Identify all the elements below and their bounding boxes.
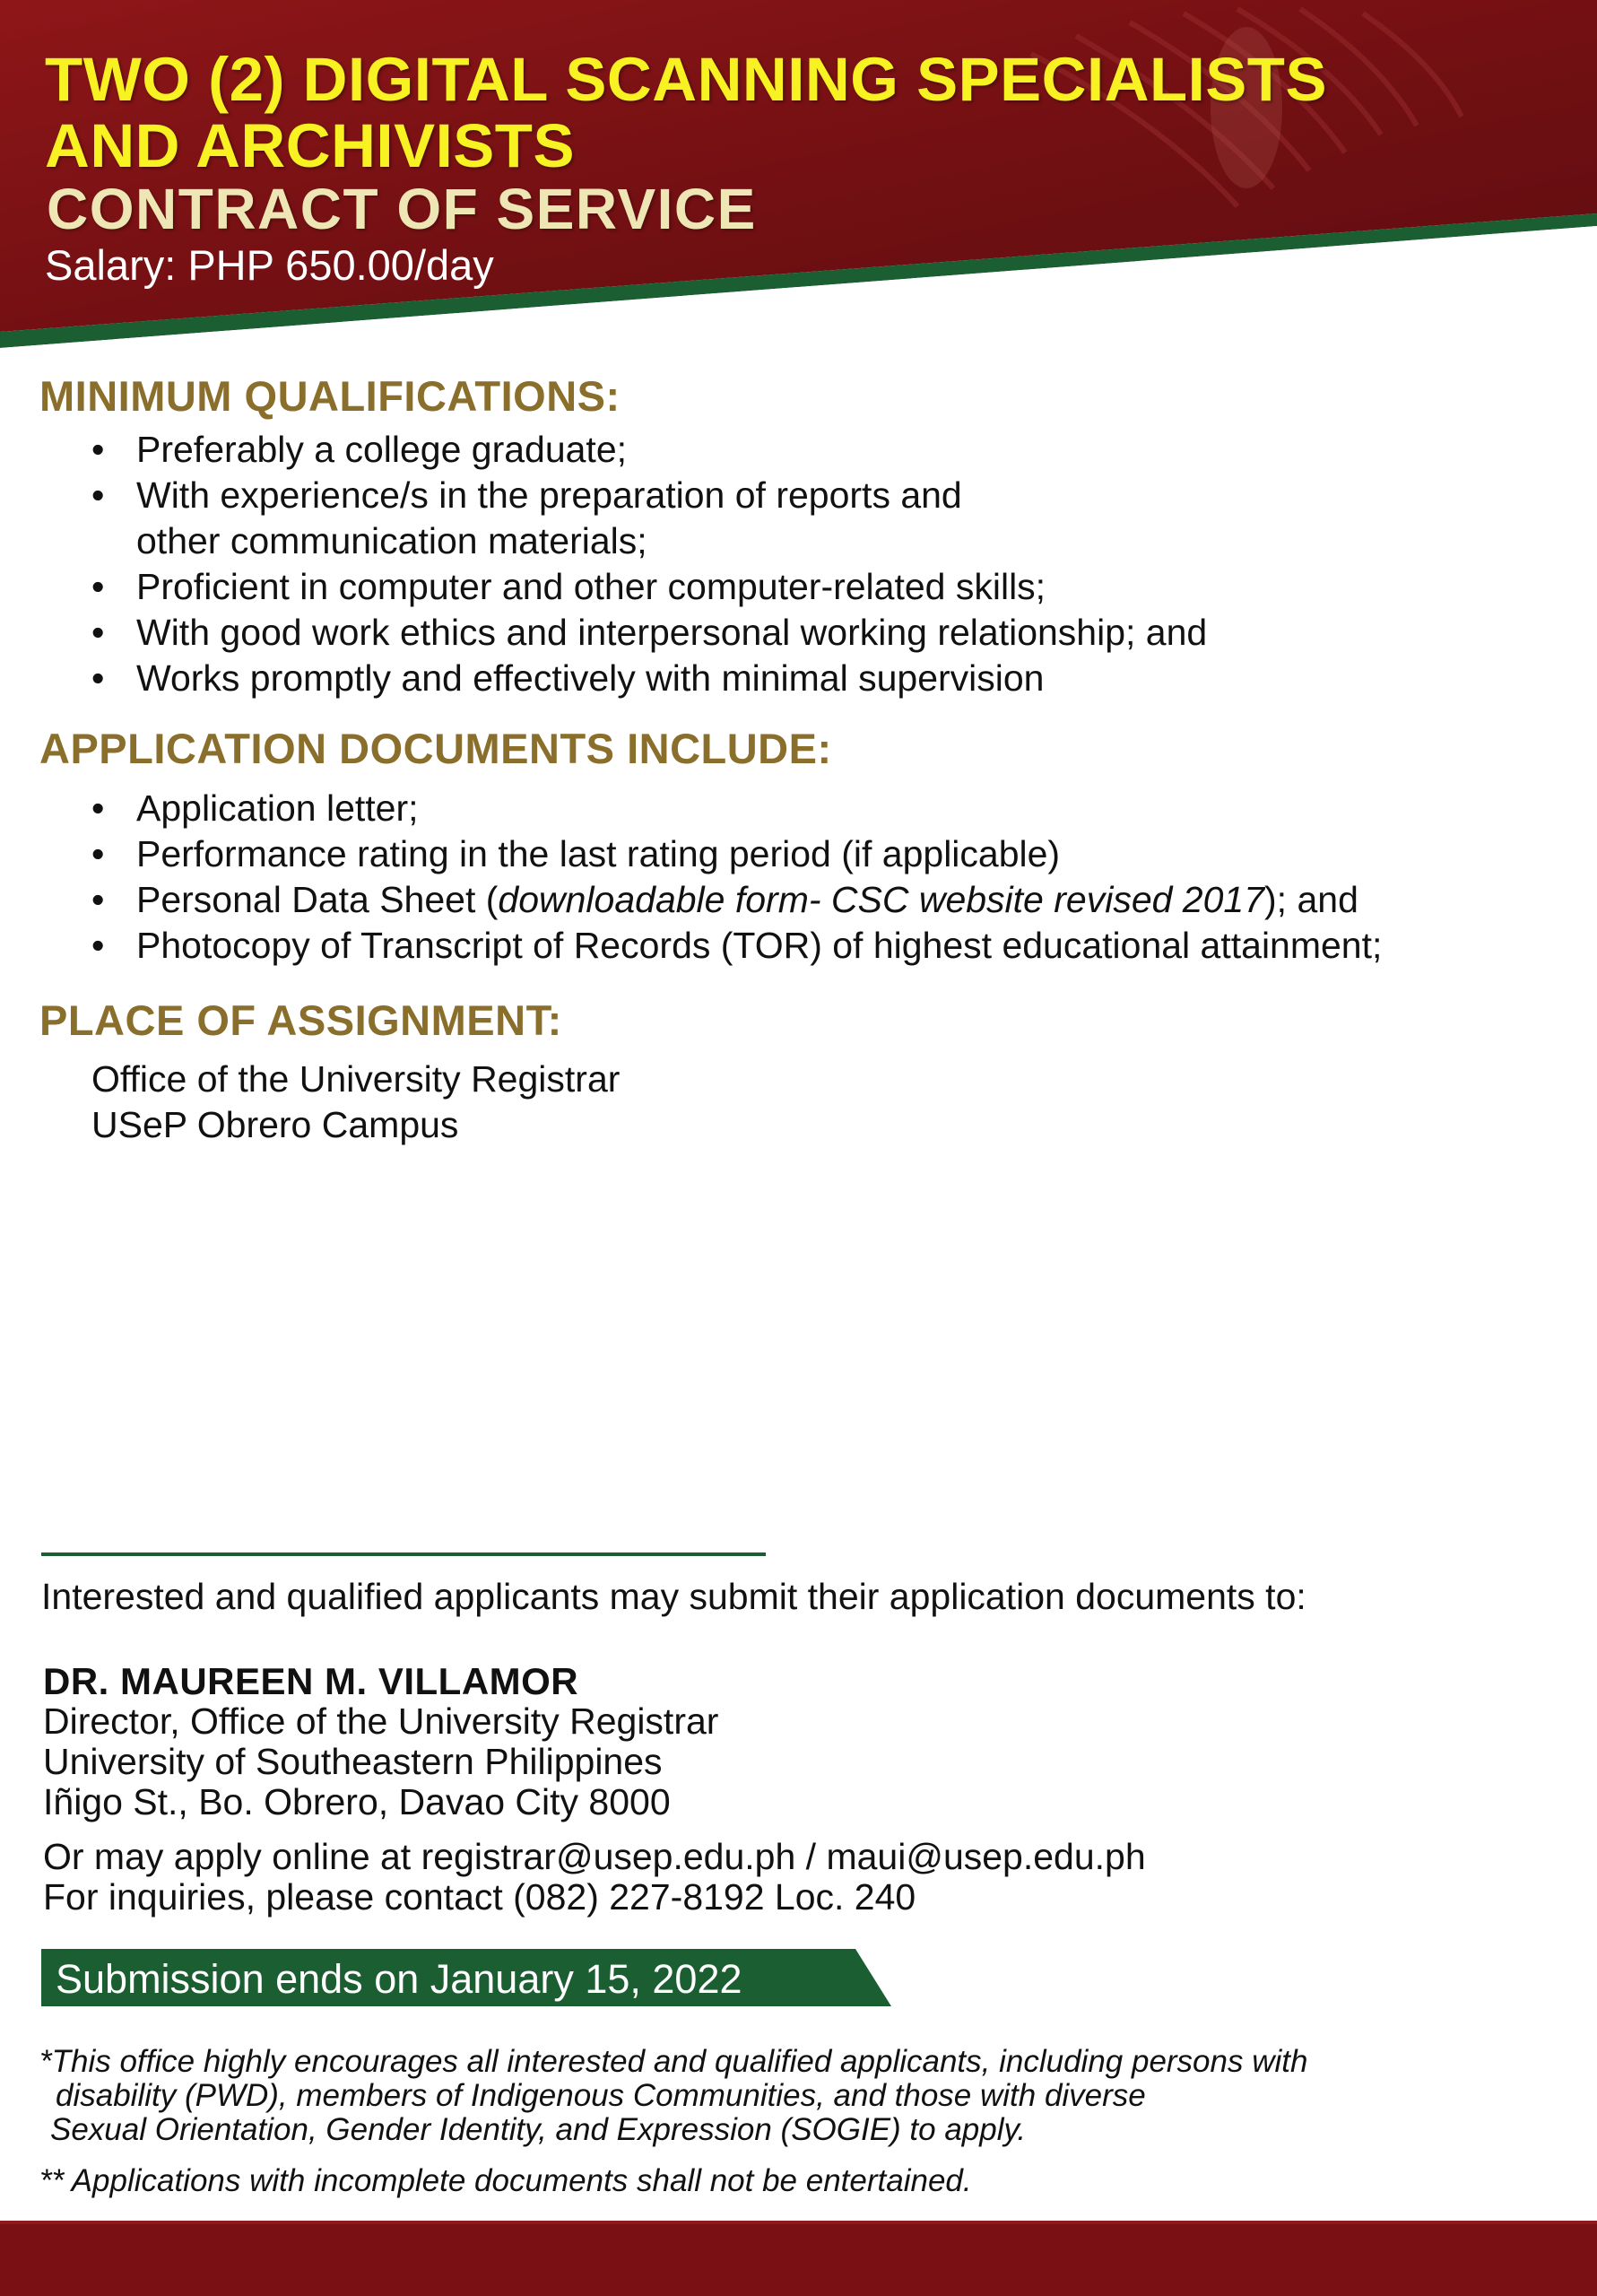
qualifications-list bbox=[90, 427, 1207, 701]
list-item: • Photocopy of Transcript of Records (TOR) of highest educational attainment; bbox=[90, 923, 1382, 969]
contact-position: Director, Office of the University Registrar bbox=[43, 1700, 719, 1742]
contact-name: DR. MAUREEN M. VILLAMOR bbox=[43, 1660, 579, 1702]
assignment-heading: PLACE OF ASSIGNMENT: bbox=[39, 996, 562, 1044]
list-item: • Works promptly and effectively with minimal supervision bbox=[90, 656, 1207, 701]
divider-line bbox=[41, 1552, 766, 1556]
job-title bbox=[45, 47, 1327, 179]
list-item: • Preferably a college graduate; bbox=[90, 427, 1207, 473]
deadline-text: Submission ends on January 15, 2022 bbox=[56, 1956, 742, 2002]
pds-form-note: downloadable form- CSC website revised 2017 bbox=[498, 879, 1265, 920]
contract-type: CONTRACT OF SERVICE bbox=[47, 177, 757, 241]
list-item: • Proficient in computer and other computer-related skills; bbox=[90, 564, 1207, 610]
qualifications-heading: MINIMUM QUALIFICATIONS: bbox=[39, 372, 621, 420]
list-item: • Personal Data Sheet (downloadable form- CSC website revised 2017); and bbox=[90, 877, 1382, 923]
inquiries: For inquiries, please contact (082) 227-8192 Loc. 240 bbox=[43, 1876, 916, 1918]
submission-intro: Interested and qualified applicants may submit their application documents to: bbox=[41, 1576, 1306, 1617]
incomplete-note: ** Applications with incomplete documents shall not be entertained. bbox=[39, 2163, 972, 2198]
deadline-banner bbox=[41, 1949, 891, 2006]
assignment-office: Office of the University Registrar bbox=[91, 1058, 621, 1100]
online-application: Or may apply online at registrar@usep.edu.ph / maui@usep.edu.ph bbox=[43, 1836, 1146, 1877]
footer-bar bbox=[0, 2221, 1597, 2296]
contact-address: Iñigo St., Bo. Obrero, Davao City 8000 bbox=[43, 1781, 671, 1822]
salary: Salary: PHP 650.00/day bbox=[45, 241, 494, 289]
assignment-place bbox=[91, 1057, 620, 1148]
job-title-line1: TWO (2) DIGITAL SCANNING SPECIALISTS bbox=[45, 45, 1327, 114]
contact-block bbox=[43, 1661, 718, 1822]
assignment-campus: USeP Obrero Campus bbox=[91, 1104, 459, 1145]
inclusion-note: *This office highly encourages all interested and qualified applicants, including persons with disability (PWD), members of Indigenous Communities, and those with diverse Sexual Orientation, Gender Identity, and Expression (SOGIE) to apply. bbox=[39, 2044, 1308, 2147]
job-title-line2: AND ARCHIVISTS bbox=[45, 111, 575, 180]
list-item: • Performance rating in the last rating period (if applicable) bbox=[90, 831, 1382, 877]
documents-list bbox=[90, 786, 1382, 969]
contact-university: University of Southeastern Philippines bbox=[43, 1741, 663, 1782]
header-banner bbox=[0, 0, 1597, 359]
list-item: • With good work ethics and interpersonal working relationship; and bbox=[90, 610, 1207, 656]
list-item: • Application letter; bbox=[90, 786, 1382, 831]
documents-heading: APPLICATION DOCUMENTS INCLUDE: bbox=[39, 725, 832, 772]
list-item: • With experience/s in the preparation of reports and other communication materials; bbox=[90, 473, 1207, 564]
online-block bbox=[43, 1837, 1146, 1918]
